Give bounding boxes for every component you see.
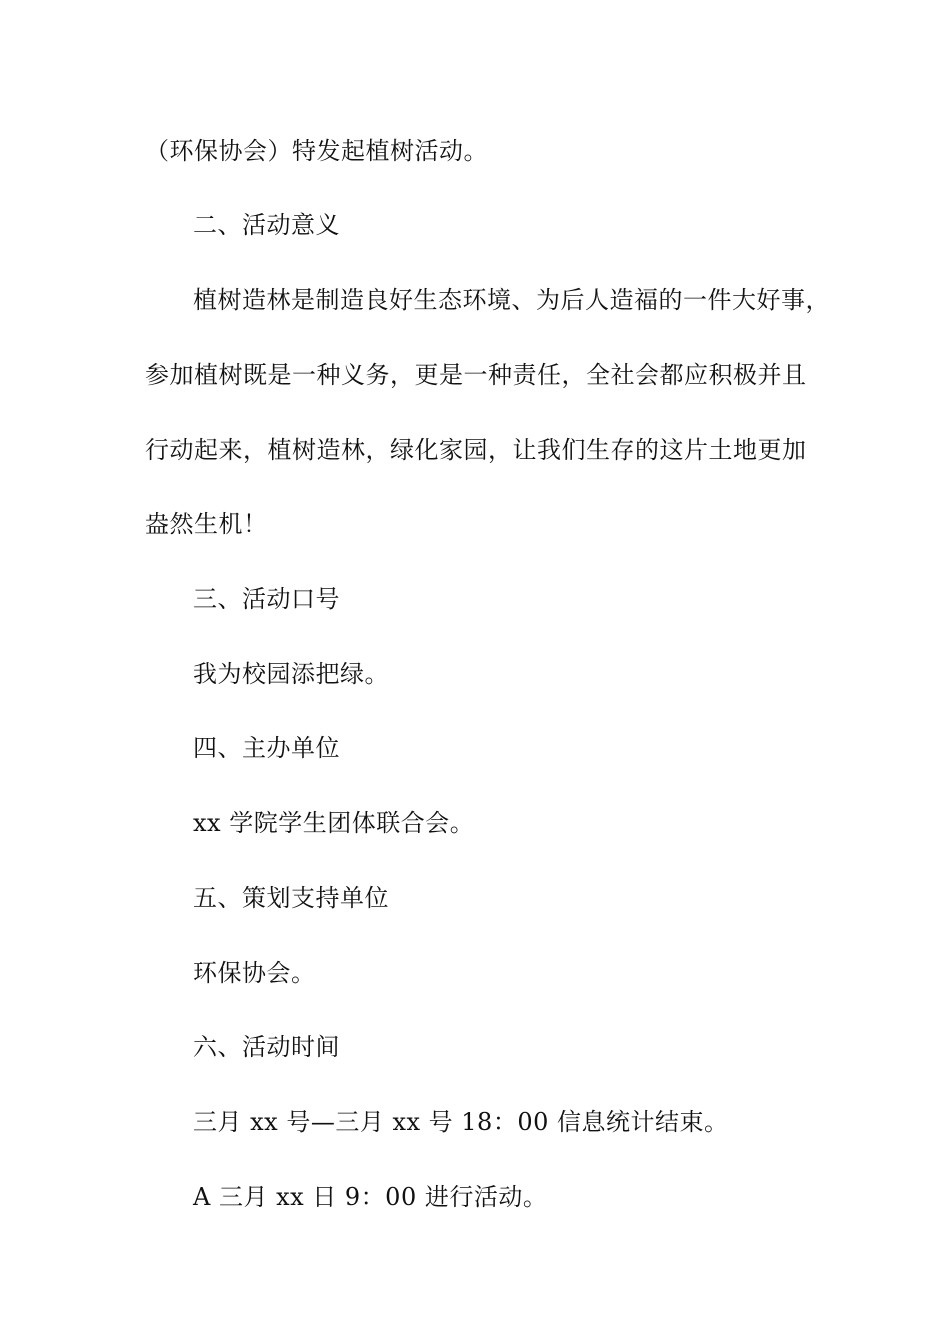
paragraph-line: 盎然生机！: [145, 510, 268, 538]
paragraph-line: 三月 xx 号—三月 xx 号 18：00 信息统计结束。: [193, 1108, 729, 1136]
paragraph-line: A 三月 xx 日 9：00 进行活动。: [193, 1183, 548, 1211]
section-heading: 六、活动时间: [193, 1033, 340, 1061]
paragraph-line: 植树造林是制造良好生态环境、为后人造福的一件大好事，: [193, 286, 830, 314]
paragraph-line: （环保协会）特发起植树活动。: [145, 137, 488, 165]
section-heading: 五、策划支持单位: [193, 884, 389, 912]
section-heading: 四、主办单位: [193, 734, 340, 762]
section-heading: 二、活动意义: [193, 211, 340, 239]
paragraph-line: 参加植树既是一种义务，更是一种责任，全社会都应积极并且: [145, 361, 807, 389]
paragraph-line: 行动起来，植树造林，绿化家园，让我们生存的这片土地更加: [145, 436, 807, 464]
paragraph-line: xx 学院学生团体联合会。: [193, 809, 475, 837]
section-heading: 三、活动口号: [193, 585, 340, 613]
paragraph-line: 环保协会。: [193, 959, 316, 987]
paragraph-line: 我为校园添把绿。: [193, 660, 389, 688]
